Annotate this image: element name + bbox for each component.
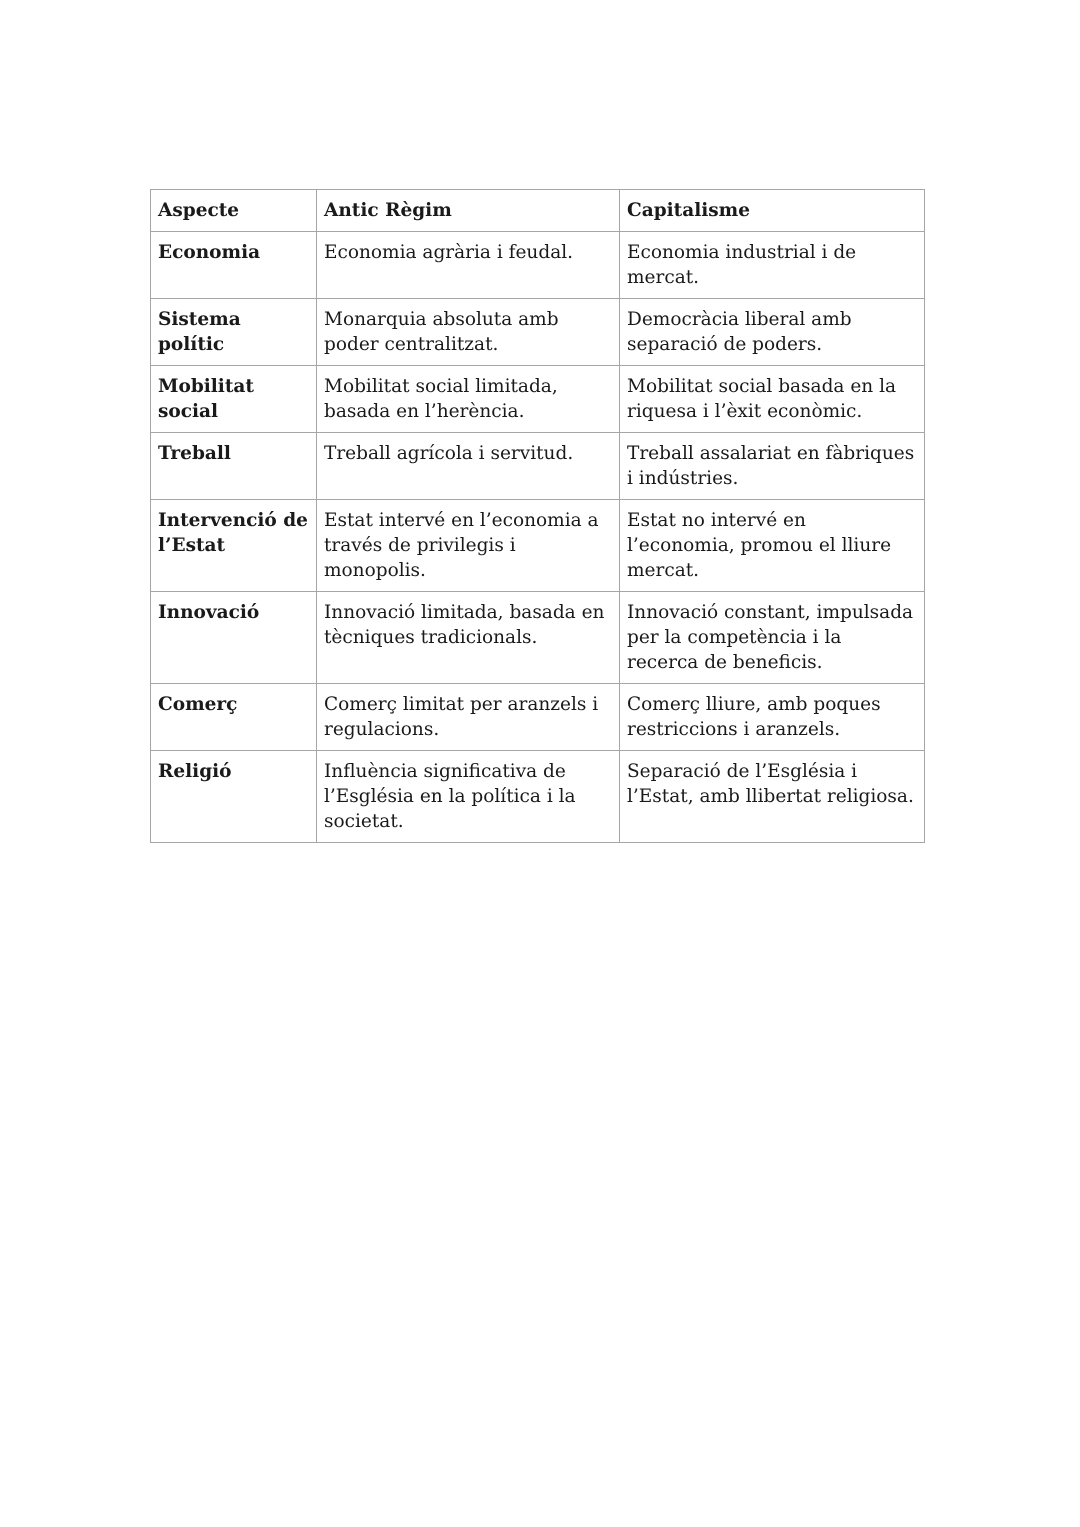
row-antic: Influència significativa de l’Església en la política i la societat. [317,751,620,843]
table-row [151,500,925,592]
header-aspecte: Aspecte [151,190,317,232]
row-antic: Economia agrària i feudal. [317,232,620,299]
table-row [151,366,925,433]
table-row [151,684,925,751]
row-antic: Estat intervé en l’economia a través de privilegis i monopolis. [317,500,620,592]
row-capitalisme: Economia industrial i de mercat. [620,232,925,299]
row-aspect: Sistema polític [151,299,317,366]
table-row [151,433,925,500]
row-capitalisme: Democràcia liberal amb separació de poders. [620,299,925,366]
row-capitalisme: Innovació constant, impulsada per la competència i la recerca de beneficis. [620,592,925,684]
table-row [151,232,925,299]
row-antic: Comerç limitat per aranzels i regulacions. [317,684,620,751]
row-antic: Monarquia absoluta amb poder centralitzat. [317,299,620,366]
row-aspect: Economia [151,232,317,299]
row-aspect: Mobilitat social [151,366,317,433]
row-antic: Treball agrícola i servitud. [317,433,620,500]
row-capitalisme: Comerç lliure, amb poques restriccions i aranzels. [620,684,925,751]
table-header-row [151,190,925,232]
table-row [151,592,925,684]
header-capitalisme: Capitalisme [620,190,925,232]
row-aspect: Religió [151,751,317,843]
row-capitalisme: Treball assalariat en fàbriques i indústries. [620,433,925,500]
row-antic: Innovació limitada, basada en tècniques tradicionals. [317,592,620,684]
header-antic-regim: Antic Règim [317,190,620,232]
comparison-table [150,189,925,843]
row-aspect: Innovació [151,592,317,684]
row-capitalisme: Estat no intervé en l’economia, promou el lliure mercat. [620,500,925,592]
row-aspect: Treball [151,433,317,500]
row-capitalisme: Separació de l’Església i l’Estat, amb llibertat religiosa. [620,751,925,843]
table-row [151,299,925,366]
row-antic: Mobilitat social limitada, basada en l’herència. [317,366,620,433]
row-capitalisme: Mobilitat social basada en la riquesa i l’èxit econòmic. [620,366,925,433]
row-aspect: Comerç [151,684,317,751]
table-row [151,751,925,843]
row-aspect: Intervenció de l’Estat [151,500,317,592]
